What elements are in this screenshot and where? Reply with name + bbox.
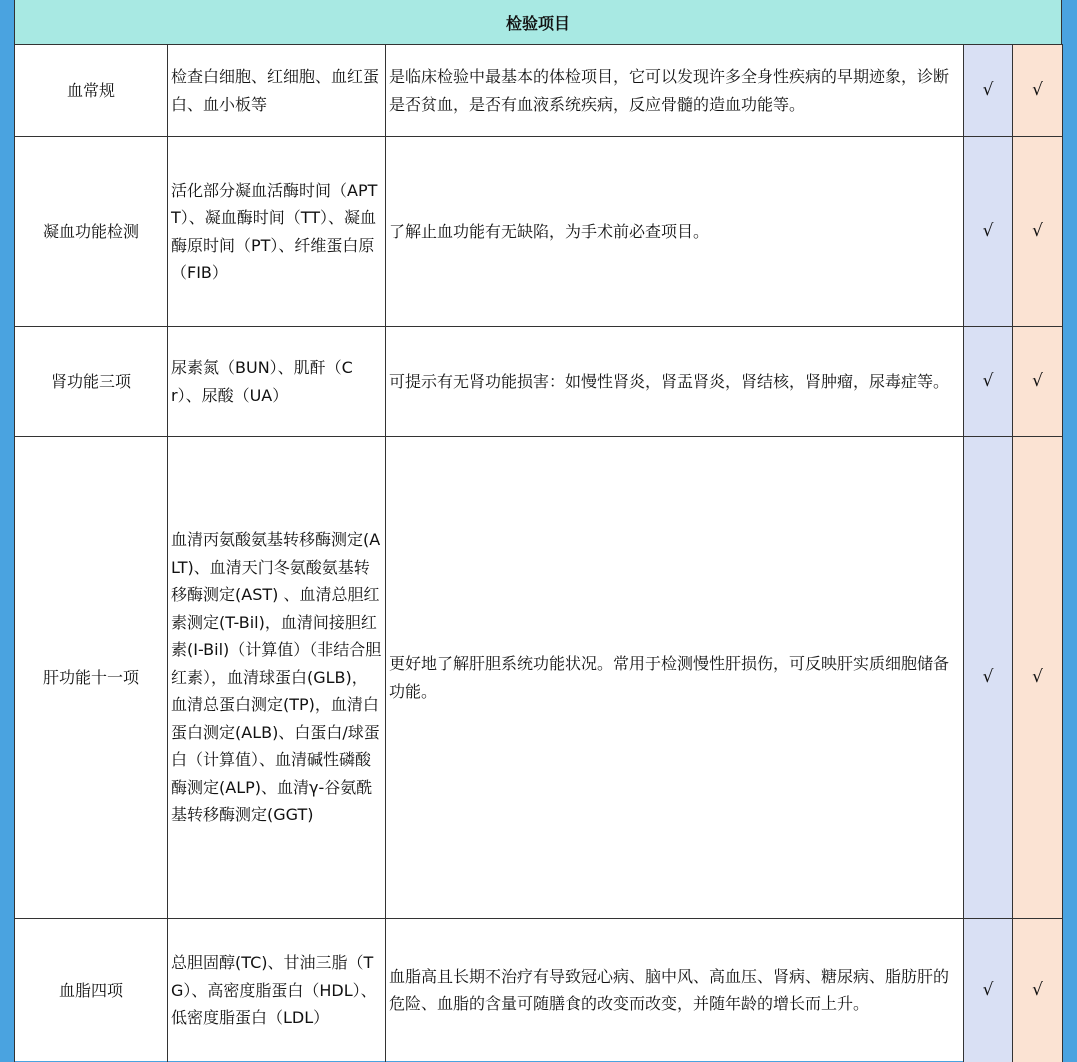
check-mark: √ [1013,327,1063,437]
check-mark: √ [964,45,1013,137]
item-contents: 活化部分凝血活酶时间（APTT）、凝血酶时间（TT）、凝血酶原时间（PT）、纤维蛋白原（FIB） [168,137,386,327]
table-row [15,437,1063,919]
item-contents: 血清丙氨酸氨基转移酶测定(ALT)、血清天门冬氨酸氨基转移酶测定(AST) 、血清总胆红素测定(T-Bil)，血清间接胆红素(I-Bil)（计算值）（非结合胆红素），血清球蛋白(GLB)，血清总蛋白测定(TP)，血清白蛋白测定(ALB)、白蛋白/球蛋白（计算值）、血清碱性磷酸酶测定(ALP)、血清γ-谷氨酰基转移酶测定(GGT) [168,437,386,919]
item-name: 血常规 [15,45,168,137]
exam-table-sheet [14,0,1062,1061]
item-contents: 尿素氮（BUN）、肌酐（Cr）、尿酸（UA） [168,327,386,437]
item-name: 凝血功能检测 [15,137,168,327]
table-row [15,327,1063,437]
item-description: 了解止血功能有无缺陷，为手术前必查项目。 [386,137,964,327]
exam-table [14,44,1063,1062]
item-description: 可提示有无肾功能损害：如慢性肾炎，肾盂肾炎，肾结核，肾肿瘤，尿毒症等。 [386,327,964,437]
table-row [15,45,1063,137]
item-name: 血脂四项 [15,919,168,1062]
check-mark: √ [1013,137,1063,327]
check-mark: √ [964,919,1013,1062]
check-mark: √ [1013,437,1063,919]
check-mark: √ [1013,919,1063,1062]
item-name: 肾功能三项 [15,327,168,437]
table-row [15,137,1063,327]
item-description: 是临床检验中最基本的体检项目，它可以发现许多全身性疾病的早期迹象，诊断是否贫血，是否有血液系统疾病，反应骨髓的造血功能等。 [386,45,964,137]
check-mark: √ [964,437,1013,919]
check-mark: √ [964,137,1013,327]
item-name: 肝功能十一项 [15,437,168,919]
table-row [15,919,1063,1062]
item-description: 更好地了解肝胆系统功能状况。常用于检测慢性肝损伤，可反映肝实质细胞储备功能。 [386,437,964,919]
check-mark: √ [1013,45,1063,137]
check-mark: √ [964,327,1013,437]
item-contents: 检查白细胞、红细胞、血红蛋白、血小板等 [168,45,386,137]
item-description: 血脂高且长期不治疗有导致冠心病、脑中风、高血压、肾病、糖尿病、脂肪肝的危险、血脂的含量可随膳食的改变而改变，并随年龄的增长而上升。 [386,919,964,1062]
item-contents: 总胆固醇(TC)、甘油三脂（TG）、高密度脂蛋白（HDL）、低密度脂蛋白（LDL） [168,919,386,1062]
table-title: 检验项目 [14,0,1062,45]
